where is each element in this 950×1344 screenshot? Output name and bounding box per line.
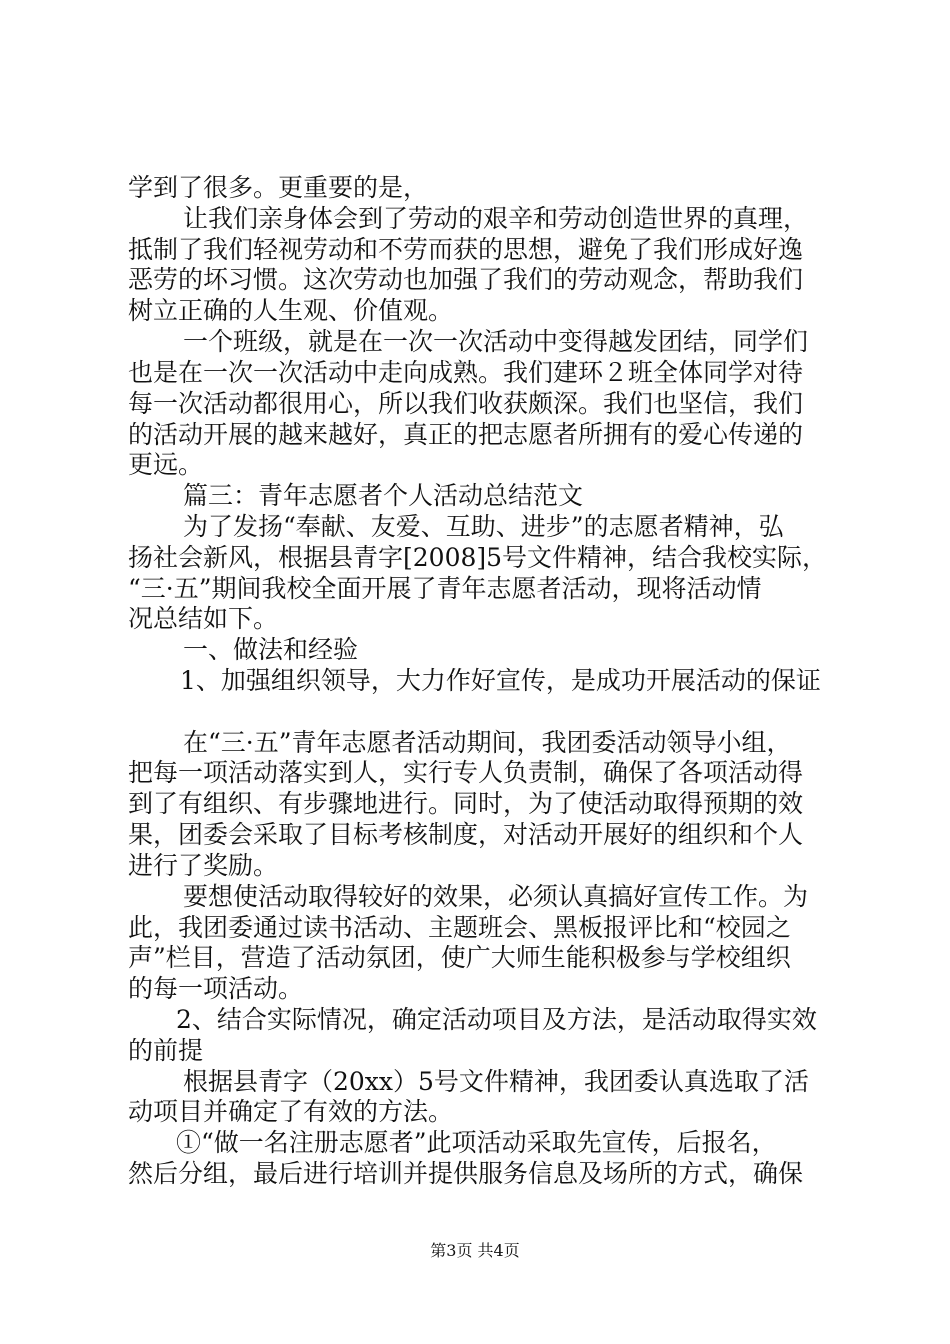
page-number-footer: 第3页 共4页 bbox=[430, 1241, 520, 1260]
document-page: 学到了很多。更重要的是， 让我们亲身体会到了劳动的艰辛和劳动创造世界的真理， 抵制了我们轻视劳动和不劳而获的思想，避免了我们形成好逸 恶劳的坏习惯。这次劳动也加强了我们的劳动观念，帮助我们 树立正确的人生观、价值观。 一个班级，就是在一次一次活动中变得越发团结，同学们 也是在一次一次活动中走向成熟。我们建环２班全体同学对待 每一次活动都很用心，所以我们收获颇深。我们也坚信，我们 的活动开展的越来越好，真正的把志愿者所拥有的爱心传递的 更远。 篇三：青年志愿者个人活动总结范文 为了发扬“奉献、友爱、互助、进步”的志愿者精神，弘 扬社会新风，根据县青字[2008]5号文件精神，结合我校实际， “三·五”期间我校全面开展了青年志愿者活动，现将活动情 况总结如下。 一、做法和经验 1、加强组织领导，大力作好宣传，是成功开展活动的保证 在“三·五”青年志愿者活动期间，我团委活动领导小组， 把每一项活动落实到人，实行专人负责制，确保了各项活动得 到了有组织、有步骤地进行。同时，为了使活动取得预期的效 果，团委会采取了目标考核制度，对活动开展好的组织和个人 进行了奖励。 要想使活动取得较好的效果，必须认真搞好宣传工作。为 此，我团委通过读书活动、主题班会、黑板报评比和“校园之 声”栏目，营造了活动氛团，使广大师生能积极参与学校组织 的每一项活动。 2、结合实际情况，确定活动项目及方法，是活动取得实效 的前提 根据县青字（20xx）5号文件精神，我团委认真选取了活 动项目并确定了有效的方法。 ①“做一名注册志愿者”此项活动采取先宣传，后报名， 然后分组，最后进行培训并提供服务信息及场所的方式，确保 第3页 共4页 bbox=[0, 0, 950, 1344]
